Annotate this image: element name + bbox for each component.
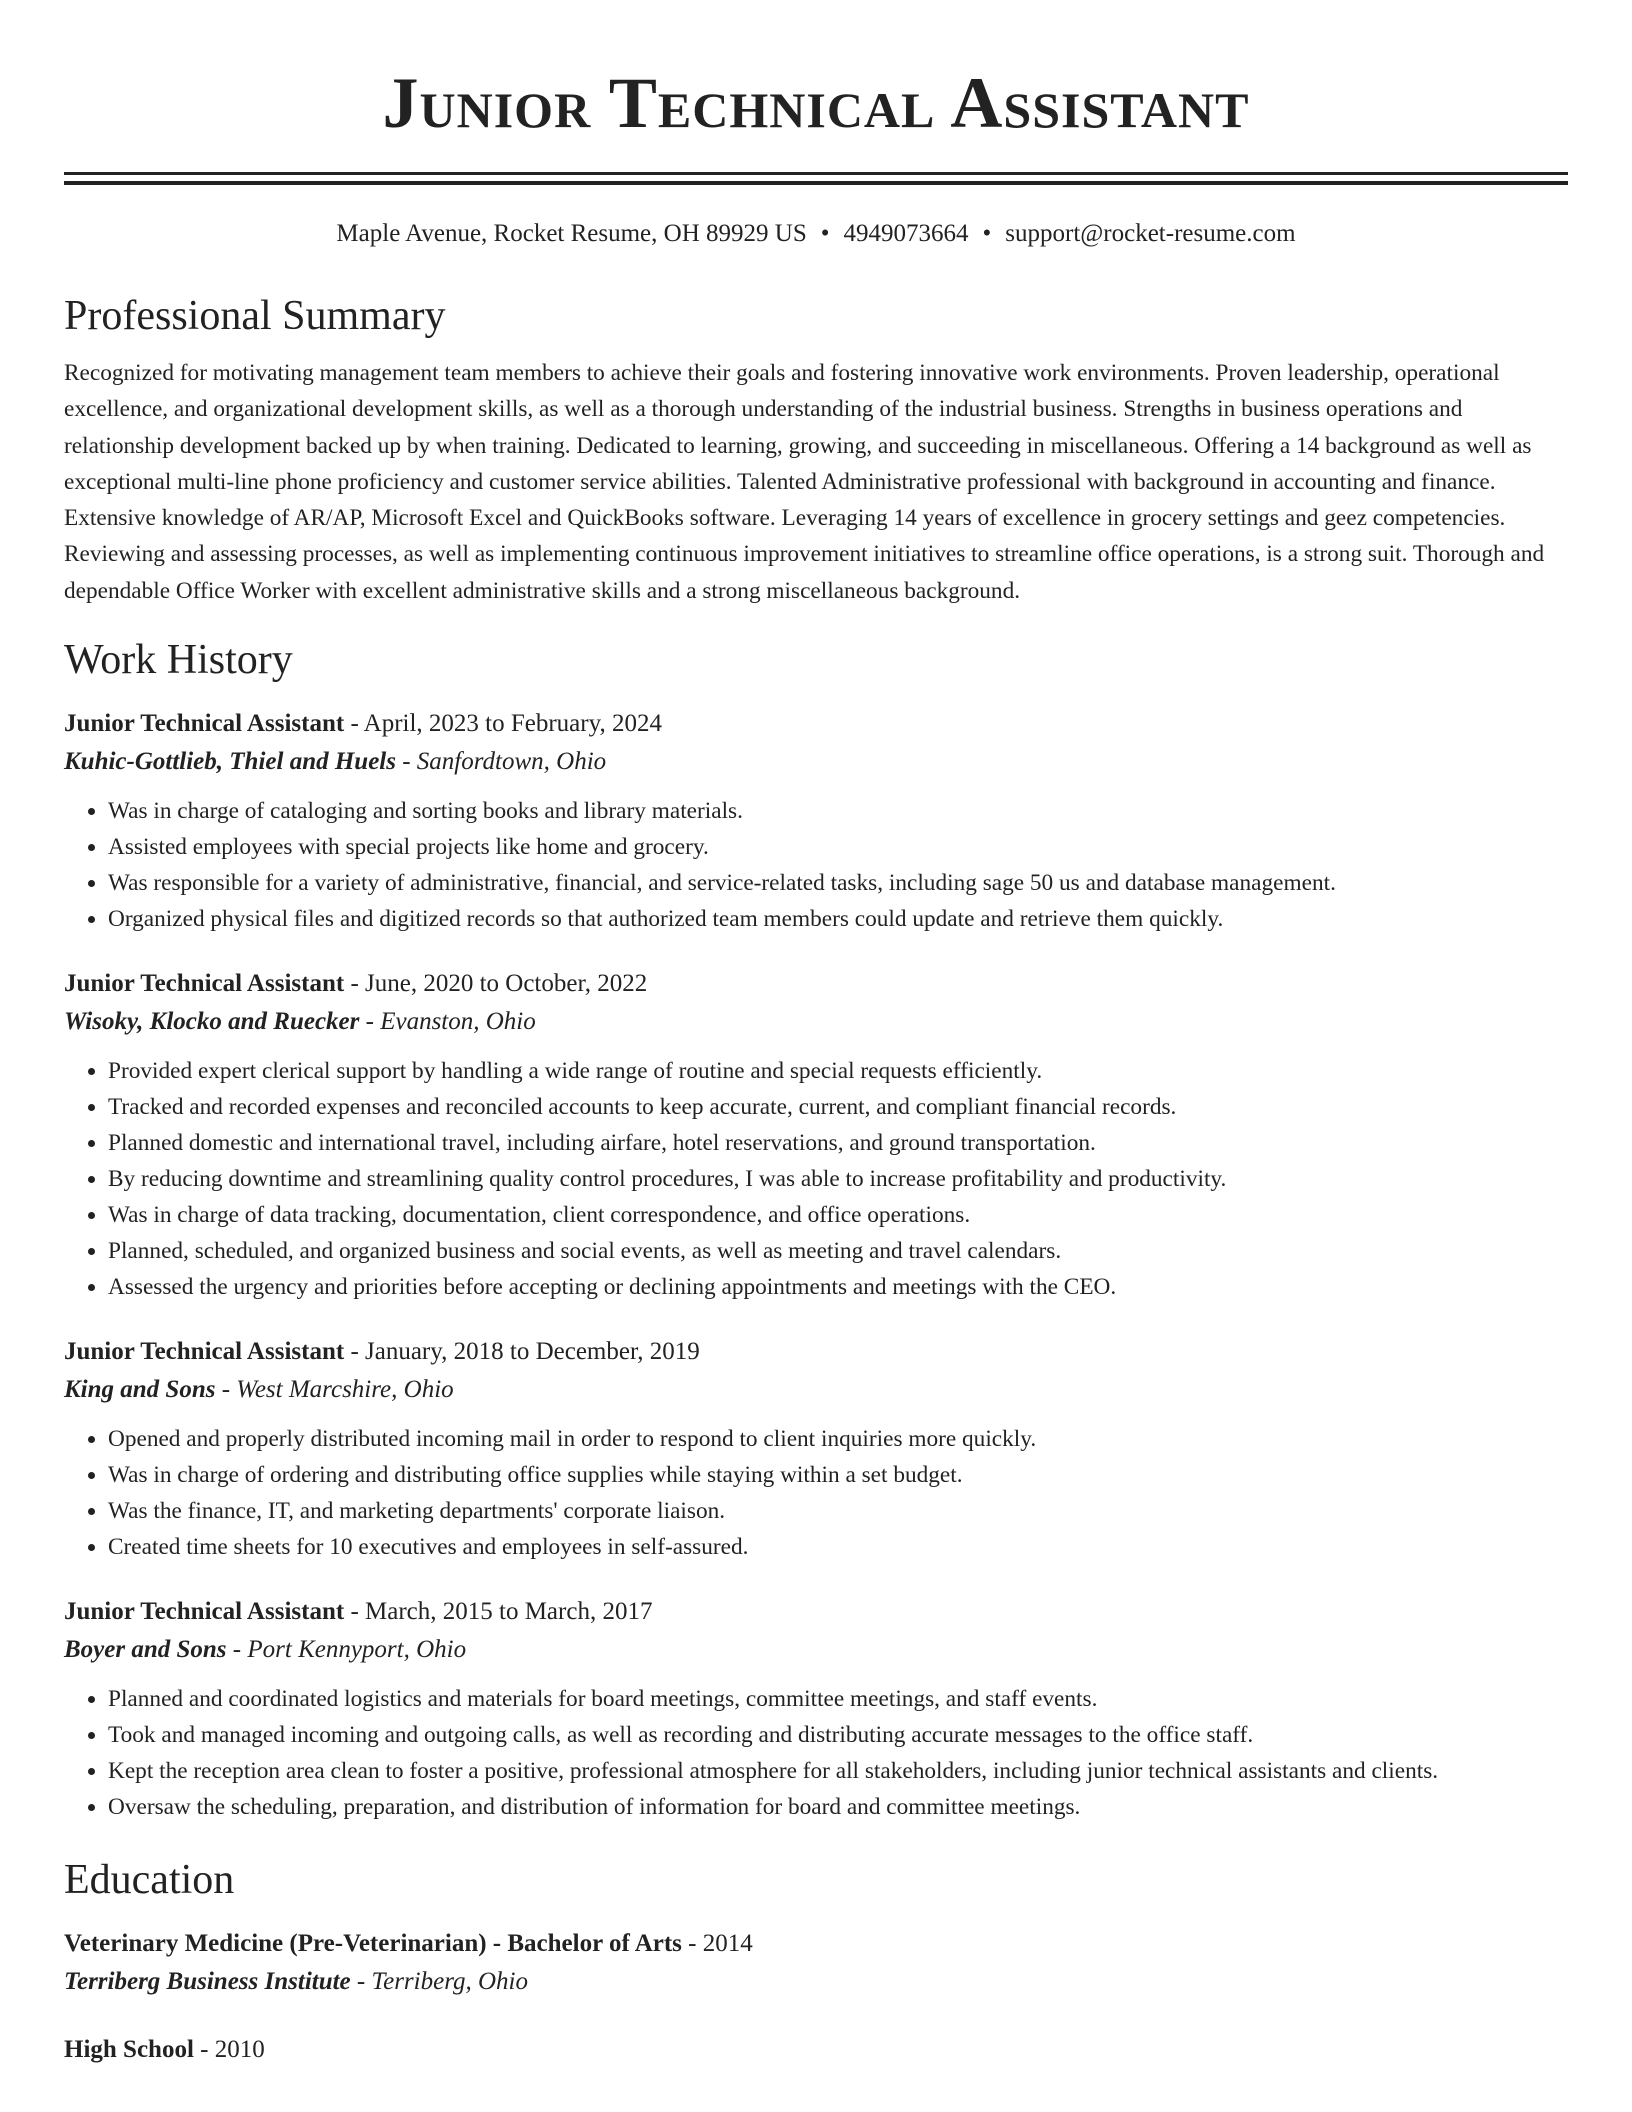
job-company-line [64, 1371, 1568, 1409]
job-company: Wisoky, Klocko and Ruecker [64, 1008, 360, 1036]
job-entry [64, 705, 1568, 937]
job-bullet: • By reducing downtime and streamlining quality control procedures, I was able to increase profitability and productivity. [108, 1161, 1568, 1197]
education-degree-line [64, 2031, 1568, 2069]
job-location: - West Marcshire, Ohio [215, 1376, 454, 1404]
education-school-line [64, 1963, 1568, 2001]
job-dates: - January, 2018 to December, 2019 [344, 1338, 700, 1366]
job-title-line [64, 1333, 1568, 1371]
job-title-line [64, 1593, 1568, 1631]
job-bullet: • Provided expert clerical support by handling a wide range of routine and special requests efficiently. [108, 1053, 1568, 1089]
job-dates: - March, 2015 to March, 2017 [344, 1598, 653, 1626]
summary-text: Recognized for motivating management team members to achieve their goals and fostering innovative work environments. Proven leadership, operational excellence, and organizational development skills, as well as a thorough understanding of the industrial business. Strengths in business operations and relationship development backed up by when training. Dedicated to learning, growing, and succeeding in miscellaneous. Offering a 14 background as well as exceptional multi-line phone proficiency and customer service abilities. Talented Administrative professional with background in accounting and finance. Extensive knowledge of AR/AP, Microsoft Excel and QuickBooks software. Leveraging 14 years of excellence in grocery settings and geez competencies. Reviewing and assessing processes, as well as implementing continuous improvement initiatives to streamline office operations, is a strong suit. Thorough and dependable Office Worker with excellent administrative skills and a strong miscellaneous background. [64, 360, 1545, 604]
resume-name: Junior Technical Assistant [382, 63, 1250, 143]
job-bullets [64, 793, 1568, 937]
job-bullet: • Tracked and recorded expenses and reconciled accounts to keep accurate, current, and compliant financial records. [108, 1089, 1568, 1125]
job-entry [64, 1333, 1568, 1565]
job-role: Junior Technical Assistant [64, 1598, 345, 1626]
job-bullet: • Organized physical files and digitized records so that authorized team members could update and retrieve them quickly. [108, 901, 1568, 937]
job-bullets [64, 1053, 1568, 1305]
job-bullet: • Created time sheets for 10 executives and employees in self-assured. [108, 1529, 1568, 1565]
resume-page [64, 0, 1568, 2069]
job-company-line [64, 743, 1568, 781]
job-bullet: • Planned and coordinated logistics and materials for board meetings, committee meetings, and staff events. [108, 1681, 1568, 1717]
header-rule-top [64, 172, 1568, 175]
job-bullet: • Oversaw the scheduling, preparation, and distribution of information for board and committee meetings. [108, 1789, 1568, 1825]
education-year: - 2014 [681, 1930, 753, 1958]
job-bullet: • Assisted employees with special projects like home and grocery. [108, 829, 1568, 865]
job-bullet: • Was in charge of ordering and distributing office supplies while staying within a set budget. [108, 1457, 1568, 1493]
contact-email: support@rocket-resume.com [1005, 220, 1296, 247]
job-bullet: • Took and managed incoming and outgoing calls, as well as recording and distributing accurate messages to the office staff. [108, 1717, 1568, 1753]
job-company-line [64, 1003, 1568, 1041]
education-entry [64, 1925, 1568, 2001]
job-company: King and Sons [64, 1376, 216, 1404]
job-bullet: • Opened and properly distributed incoming mail in order to respond to client inquiries more quickly. [108, 1421, 1568, 1457]
job-company: Boyer and Sons [64, 1636, 227, 1664]
job-dates: - April, 2023 to February, 2024 [344, 710, 662, 738]
summary-heading: Professional Summary [64, 293, 446, 339]
job-bullet: • Was the finance, IT, and marketing departments' corporate liaison. [108, 1493, 1568, 1529]
job-bullets [64, 1421, 1568, 1565]
job-entry [64, 1593, 1568, 1825]
job-company: Kuhic-Gottlieb, Thiel and Huels [64, 748, 396, 776]
contact-separator: • [820, 220, 830, 247]
job-location: - Port Kennyport, Ohio [226, 1636, 467, 1664]
header-rule-bottom [64, 181, 1568, 185]
contact-phone: 4949073664 [843, 220, 969, 247]
job-bullet: • Kept the reception area clean to foster a positive, professional atmosphere for all stakeholders, including junior technical assistants and clients. [108, 1753, 1568, 1789]
education-location: - Terriberg, Ohio [350, 1968, 529, 1996]
contact-separator: • [982, 220, 992, 247]
education-school: Terriberg Business Institute [64, 1968, 351, 1996]
job-title-line [64, 965, 1568, 1003]
job-bullets [64, 1681, 1568, 1825]
job-bullet: • Planned, scheduled, and organized business and social events, as well as meeting and travel calendars. [108, 1233, 1568, 1269]
job-role: Junior Technical Assistant [64, 970, 345, 998]
job-bullet: • Was responsible for a variety of administrative, financial, and service-related tasks, including sage 50 us and database management. [108, 865, 1568, 901]
job-bullet: • Assessed the urgency and priorities before accepting or declining appointments and meetings with the CEO. [108, 1269, 1568, 1305]
education-degree: Veterinary Medicine (Pre-Veterinarian) - Bachelor of Arts [64, 1930, 682, 1958]
education-heading: Education [64, 1857, 235, 1904]
job-role: Junior Technical Assistant [64, 710, 345, 738]
job-bullet: • Was in charge of data tracking, documentation, client correspondence, and office operations. [108, 1197, 1568, 1233]
job-entry [64, 965, 1568, 1305]
job-role: Junior Technical Assistant [64, 1338, 345, 1366]
education-degree-line [64, 1925, 1568, 1963]
work-history-heading: Work History [64, 637, 293, 684]
contact-line [64, 219, 1568, 249]
education-year: - 2010 [193, 2036, 265, 2064]
job-company-line [64, 1631, 1568, 1669]
job-location: - Sanfordtown, Ohio [395, 748, 607, 776]
education-entry [64, 2031, 1568, 2069]
job-title-line [64, 705, 1568, 743]
job-dates: - June, 2020 to October, 2022 [344, 970, 648, 998]
contact-address: Maple Avenue, Rocket Resume, OH 89929 US [336, 220, 807, 247]
job-bullet: • Was in charge of cataloging and sorting books and library materials. [108, 793, 1568, 829]
education-degree: High School [64, 2036, 194, 2064]
job-bullet: • Planned domestic and international travel, including airfare, hotel reservations, and ground transportation. [108, 1125, 1568, 1161]
job-location: - Evanston, Ohio [359, 1008, 536, 1036]
